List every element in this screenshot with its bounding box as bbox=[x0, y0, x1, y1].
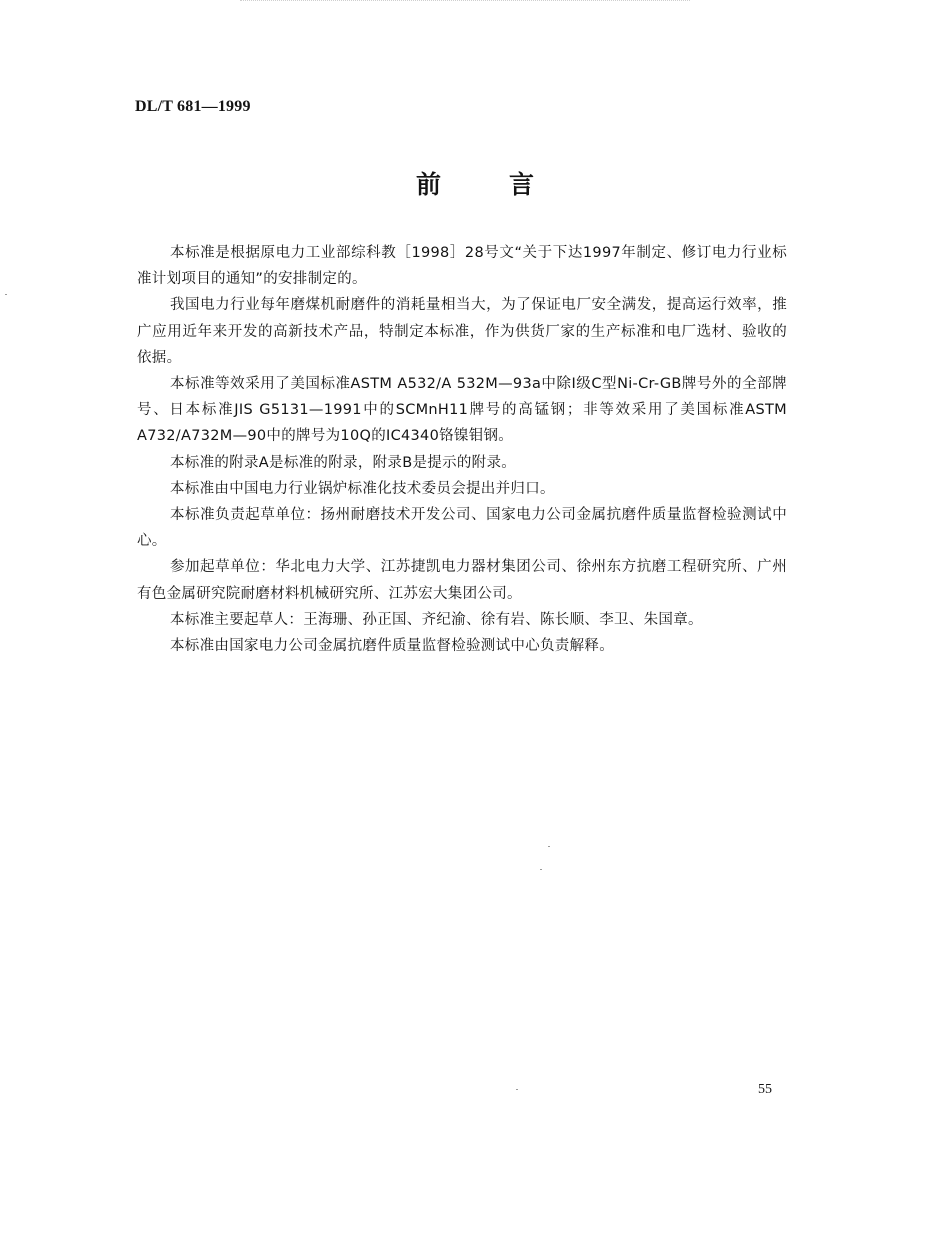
paragraph: 本标准负责起草单位：扬州耐磨技术开发公司、国家电力公司金属抗磨件质量监督检验测试中心。 bbox=[137, 507, 787, 550]
scan-speck bbox=[5, 294, 7, 295]
page-number: 55 bbox=[758, 1082, 772, 1097]
paragraph: 我国电力行业每年磨煤机耐磨件的消耗量相当大，为了保证电厂安全满发，提高运行效率，推广应用近年来开发的高新技术产品，特制定本标准，作为供货厂家的生产标准和电厂选材、验收的依据。 bbox=[137, 297, 787, 366]
scan-speck bbox=[548, 846, 550, 847]
scan-edge-artifact bbox=[240, 0, 690, 4]
paragraph: 本标准等效采用了美国标准ASTM A532/A 532M—93a中除Ⅰ级C型Ni-Cr-GB牌号外的全部牌号、日本标准JIS G5131—1991中的SCMnH11牌号的高锰钢；非等效采用了美国标准ASTM A732/A732M—90中的牌号为10Q的IC4340铬镍钼钢。 bbox=[137, 376, 787, 445]
paragraph: 本标准主要起草人：王海珊、孙正国、齐纪渝、徐有岩、陈长顺、李卫、朱国章。 bbox=[170, 611, 703, 628]
scan-speck bbox=[516, 1089, 518, 1090]
paragraph: 本标准是根据原电力工业部综科教［1998］28号文“关于下达1997年制定、修订电力行业标准计划项目的通知”的安排制定的。 bbox=[137, 245, 787, 288]
foreword-body bbox=[137, 240, 787, 659]
paragraph: 本标准由国家电力公司金属抗磨件质量监督检验测试中心负责解释。 bbox=[170, 638, 614, 655]
standard-code: DL/T 681—1999 bbox=[135, 98, 251, 115]
paragraph: 参加起草单位：华北电力大学、江苏捷凯电力器材集团公司、徐州东方抗磨工程研究所、广州有色金属研究院耐磨材料机械研究所、江苏宏大集团公司。 bbox=[137, 559, 787, 602]
paragraph: 本标准的附录A是标准的附录，附录B是提示的附录。 bbox=[170, 454, 517, 471]
section-heading: 前言 bbox=[415, 170, 602, 199]
scan-speck bbox=[540, 869, 542, 870]
paragraph: 本标准由中国电力行业锅炉标准化技术委员会提出并归口。 bbox=[170, 480, 555, 497]
